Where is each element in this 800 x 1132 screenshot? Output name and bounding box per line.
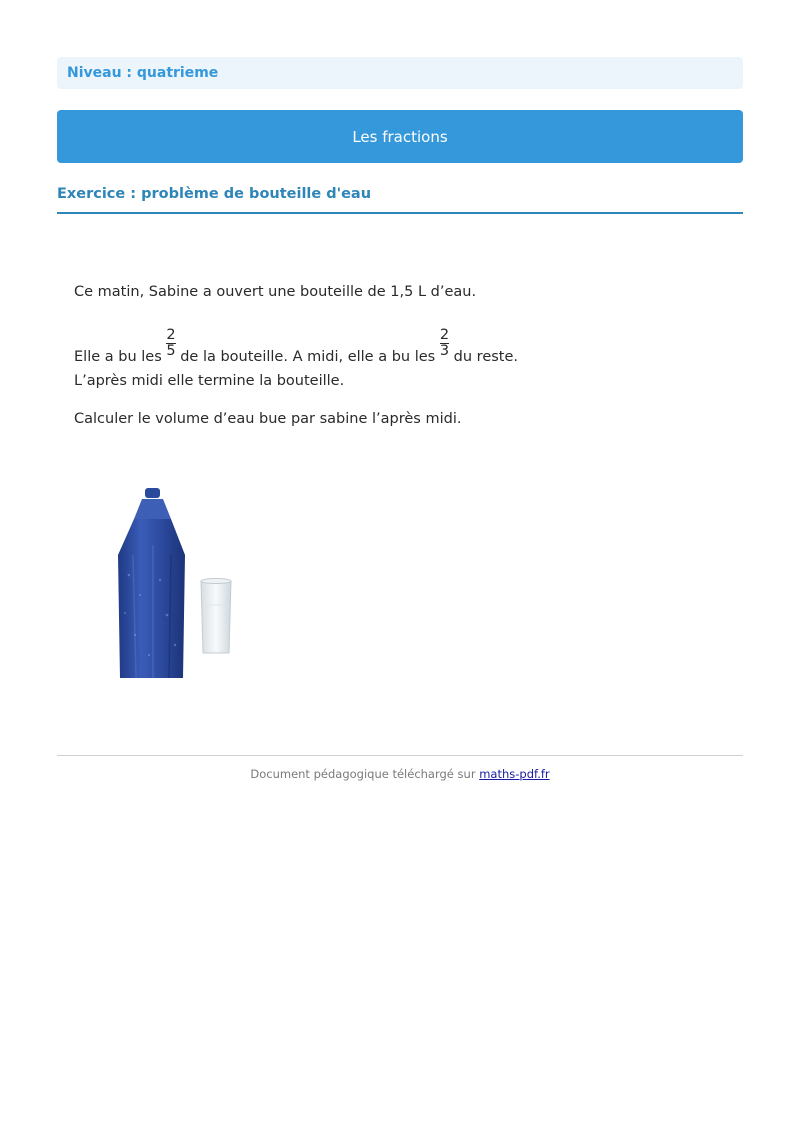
problem-line-3: L’après midi elle termine la bouteille. — [74, 373, 345, 389]
page-title: Les fractions — [352, 127, 448, 146]
bottle-body — [118, 519, 185, 678]
bottle-neck — [134, 499, 171, 519]
title-banner — [57, 110, 743, 163]
problem-line-2 — [74, 327, 519, 367]
problem-line-2-end: du reste. — [449, 349, 519, 365]
fraction-numerator: 2 — [166, 327, 176, 343]
fraction-two-thirds — [440, 328, 449, 359]
fraction-denominator: 5 — [166, 343, 176, 359]
fraction-two-fifths — [166, 328, 175, 359]
level-label: Niveau : quatrieme — [67, 65, 219, 81]
bottle-cap — [145, 488, 160, 498]
fraction-denominator: 3 — [439, 343, 450, 359]
exercise-heading — [57, 186, 743, 214]
problem-line-2-start: Elle a bu les — [74, 349, 167, 365]
level-box — [57, 57, 743, 89]
footer — [57, 767, 743, 781]
footer-divider — [57, 755, 743, 756]
problem-line-2-middle: de la bouteille. A midi, elle a bu les — [175, 349, 440, 365]
footer-link[interactable]: maths-pdf.fr — [479, 767, 550, 781]
fraction-numerator: 2 — [439, 327, 450, 343]
exercise-title: Exercice : problème de bouteille d'eau — [57, 186, 372, 202]
glass — [201, 581, 231, 653]
problem-line-1: Ce matin, Sabine a ouvert une bouteille de 1,5 L d’eau. — [74, 284, 477, 300]
footer-text: Document pédagogique téléchargé sur — [250, 767, 480, 781]
bottle-illustration — [105, 485, 245, 680]
bottle-and-glass-image — [105, 485, 245, 680]
problem-line-4: Calculer le volume d’eau bue par sabine l’après midi. — [74, 411, 462, 427]
